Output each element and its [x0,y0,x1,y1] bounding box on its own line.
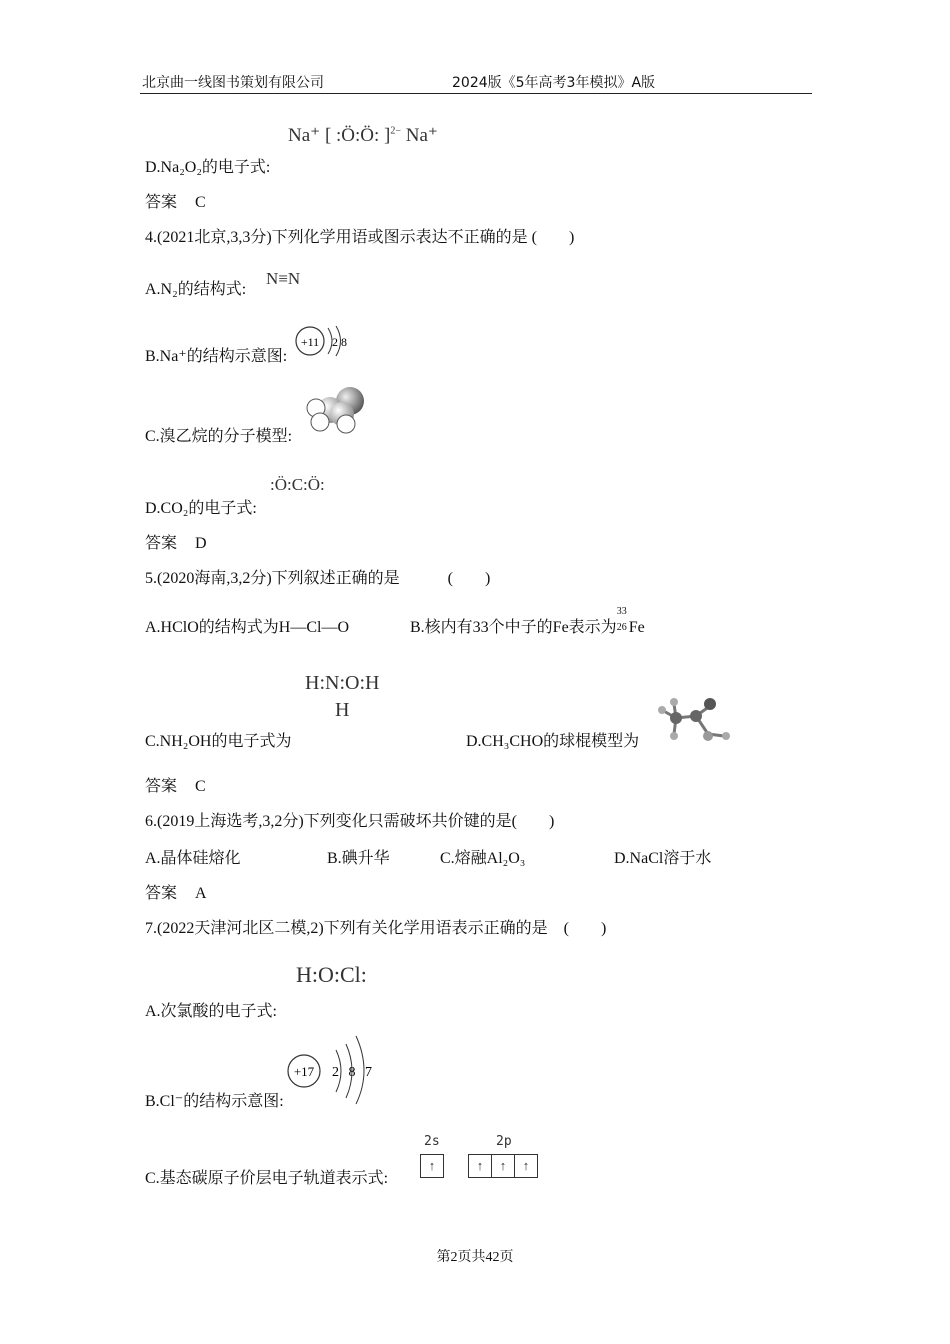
q5-option-c: C.NH₂OH的电子式为 [145,733,292,750]
answer-value: D [195,535,207,552]
peroxide-core: [ :Ö:Ö: ] [324,125,391,146]
na-ion-structure-diagram [294,322,354,362]
orbital-2s-box [420,1154,444,1178]
q5-answer [145,773,206,796]
q4-stem: 4.(2021北京,3,3分)下列化学用语或图示表达不正确的是 ( ) [145,229,575,246]
na-right: Na⁺ [405,125,438,146]
q6-option-d: D.NaCl溶于水 [614,850,712,867]
q7-stem: 7.(2022天津河北区二模,2)下列有关化学用语表示正确的是 ( ) [145,920,607,937]
q4-answer [145,530,207,553]
orbital-2s-label: 2s [424,1134,440,1149]
q5-option-b [410,606,645,637]
q6-answer [145,880,207,903]
q4-option-c: C.溴乙烷的分子模型: [145,428,293,445]
h-ball-3 [670,732,678,740]
answer-value: C [195,778,206,795]
orbital-2p-label: 2p [496,1134,512,1149]
shell-electrons: 2 8 [332,335,347,349]
hclo-electron-formula: H:O:Cl: [296,962,367,987]
q5-option-a: A.HClO的结构式为H—Cl—O [145,619,350,636]
h-ball-2 [670,698,678,706]
q3-answer [145,189,206,212]
q4-option-a: A.N₂的结构式: [145,281,247,298]
peroxide-charge: 2− [390,125,402,137]
answer-value: A [195,885,207,902]
isotope-numbers [616,606,629,633]
answer-value: C [195,194,206,211]
mass-number: 33 [616,606,627,617]
oxygen-ball [704,698,716,710]
answer-label: 答案 [145,535,178,552]
answer-label: 答案 [145,194,178,211]
header-publisher: 北京曲一线图书策划有限公司 [142,75,324,91]
nucleus-charge: +11 [300,335,320,349]
nucleus-charge: +17 [293,1064,315,1079]
h-ball-5 [722,732,730,740]
isotope-symbol: Fe [628,619,645,636]
q7-option-b: B.Cl⁻的结构示意图: [145,1093,284,1110]
acetaldehyde-ball-stick-model [654,694,734,746]
orbital-2p-boxes [468,1154,538,1178]
h-atom-3 [337,415,355,433]
orbital-box: ↑ [515,1154,538,1178]
q5-option-b-text: B.核内有33个中子的Fe表示为 [410,619,617,636]
q3-option-d: D.Na₂O₂的电子式: [145,159,271,176]
answer-label: 答案 [145,885,178,902]
orbital-box: ↑ [420,1154,444,1178]
q7-option-c: C.基态碳原子价层电子轨道表示式: [145,1170,389,1187]
h-atom-2 [311,413,329,431]
atomic-number: 26 [616,622,627,633]
co2-electron-formula: :Ö:C:Ö: [270,475,325,494]
q7-option-a: A.次氯酸的电子式: [145,1003,278,1020]
answer-label: 答案 [145,778,178,795]
bromoethane-space-filling-model [302,384,368,440]
n2-structural-formula: N≡N [266,269,301,288]
q4-option-d: D.CO₂的电子式: [145,500,257,517]
header-book-title: 2024版《5年高考3年模拟》A版 [452,75,656,91]
na-left: Na⁺ [288,125,321,146]
header-rule [140,93,812,94]
q6-option-a: A.晶体硅熔化 [145,850,241,867]
carbon-ball-1 [670,712,682,724]
page-footer: 第2页共42页 [436,1250,514,1265]
q5-option-d: D.CH₃CHO的球棍模型为 [466,733,640,750]
shell-electrons: 2 8 7 [332,1065,375,1080]
q4-option-b: B.Na⁺的结构示意图: [145,348,288,365]
q6-stem: 6.(2019上海选考,3,2分)下列变化只需破坏共价键的是( ) [145,813,555,830]
h-ball-4 [703,731,713,741]
nh2oh-main-row: H:N:O:H [305,672,380,694]
nh2oh-electron-formula [305,672,379,722]
orbital-box: ↑ [492,1154,515,1178]
carbon-ball-2 [690,710,702,722]
q6-option-b: B.碘升华 [327,850,390,867]
cl-ion-structure-diagram [286,1032,376,1108]
nh2oh-bottom-h: H [335,699,350,721]
h-ball-1 [658,706,666,714]
q6-option-c: C.熔融Al₂O₃ [440,850,526,867]
na2o2-electron-formula [288,124,438,147]
orbital-box: ↑ [468,1154,492,1178]
q5-stem: 5.(2020海南,3,2分)下列叙述正确的是 ( ) [145,570,491,587]
